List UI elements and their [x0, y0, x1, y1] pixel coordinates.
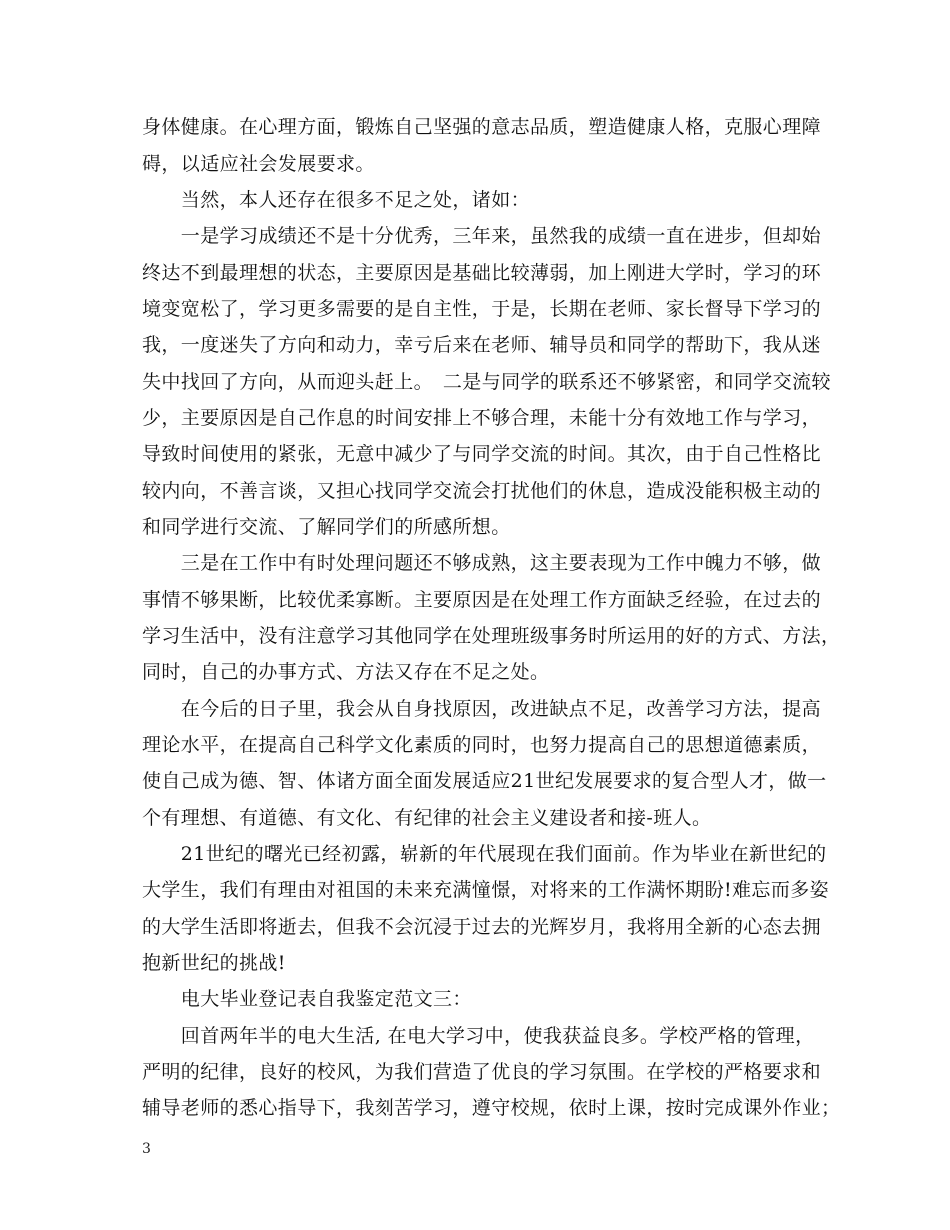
- text-line: 事情不够果断，比较优柔寡断。主要原因是在处理工作方面缺乏经验，在过去的: [142, 589, 822, 611]
- text-line: 辅导老师的悉心指导下，我刻苦学习，遵守校规，依时上课，按时完成课外作业；: [142, 1097, 841, 1119]
- text-line: 大学生，我们有理由对祖国的未来充满憧憬，对将来的工作满怀期盼!难忘而多姿: [142, 879, 830, 901]
- text-line: 身体健康。在心理方面，锻炼自己坚强的意志品质，塑造健康人格，克服心理障: [142, 116, 822, 138]
- text-line: 较内向，不善言谈，又担心找同学交流会打扰他们的休息，造成没能积极主动的: [142, 480, 822, 502]
- text-line: 使自己成为德、智、体诸方面全面发展适应21世纪发展要求的复合型人才，做一: [142, 770, 827, 792]
- text-line: 一是学习成绩还不是十分优秀，三年来，虽然我的成绩一直在进步，但却始: [142, 225, 822, 247]
- text-line: 电大毕业登记表自我鉴定范文三：: [142, 988, 472, 1010]
- text-line: 导致时间使用的紧张，无意中减少了与同学交流的时间。其次，由于自己性格比: [142, 443, 822, 465]
- text-line: 抱新世纪的挑战!: [142, 952, 286, 974]
- text-line: 严明的纪律，良好的校风，为我们营造了优良的学习氛围。在学校的严格要求和: [142, 1061, 822, 1083]
- text-line: 我，一度迷失了方向和动力，幸亏后来在老师、辅导员和同学的帮助下，我从迷: [142, 334, 822, 356]
- text-line: 终达不到最理想的状态，主要原因是基础比较薄弱，加上刚进大学时，学习的环: [142, 262, 822, 284]
- text-line: 回首两年半的电大生活, 在电大学习中，使我获益良多。学校严格的管理，: [142, 1025, 815, 1047]
- page-number: 3: [142, 1141, 151, 1157]
- text-line: 同时，自己的办事方式、方法又存在不足之处。: [142, 661, 550, 683]
- text-line: 三是在工作中有时处理问题还不够成熟，这主要表现为工作中魄力不够，做: [142, 552, 822, 574]
- text-line: 学习生活中，没有注意学习其他同学在处理班级事务时所运用的好的方式、方法，: [142, 625, 841, 647]
- text-line: 理论水平，在提高自己科学文化素质的同时，也努力提高自己的思想道德素质，: [142, 734, 822, 756]
- text-line: 在今后的日子里，我会从自身找原因，改进缺点不足，改善学习方法，提高: [142, 698, 822, 720]
- text-line: 21世纪的曙光已经初露，崭新的年代展现在我们面前。作为毕业在新世纪的: [142, 843, 827, 865]
- text-line: 失中找回了方向，从而迎头赶上。 二是与同学的联系还不够紧密，和同学交流较: [142, 371, 831, 393]
- text-line: 和同学进行交流、了解同学们的所感所想。: [142, 516, 511, 538]
- text-line: 的大学生活即将逝去，但我不会沉浸于过去的光辉岁月，我将用全新的心态去拥: [142, 916, 822, 938]
- text-line: 当然，本人还存在很多不足之处，诸如：: [142, 189, 531, 211]
- text-line: 个有理想、有道德、有文化、有纪律的社会主义建设者和接-班人。: [142, 807, 712, 829]
- text-line: 少，主要原因是自己作息的时间安排上不够合理，未能十分有效地工作与学习，: [142, 407, 822, 429]
- text-line: 境变宽松了，学习更多需要的是自主性，于是，长期在老师、家长督导下学习的: [142, 298, 822, 320]
- text-line: 碍，以适应社会发展要求。: [142, 153, 375, 175]
